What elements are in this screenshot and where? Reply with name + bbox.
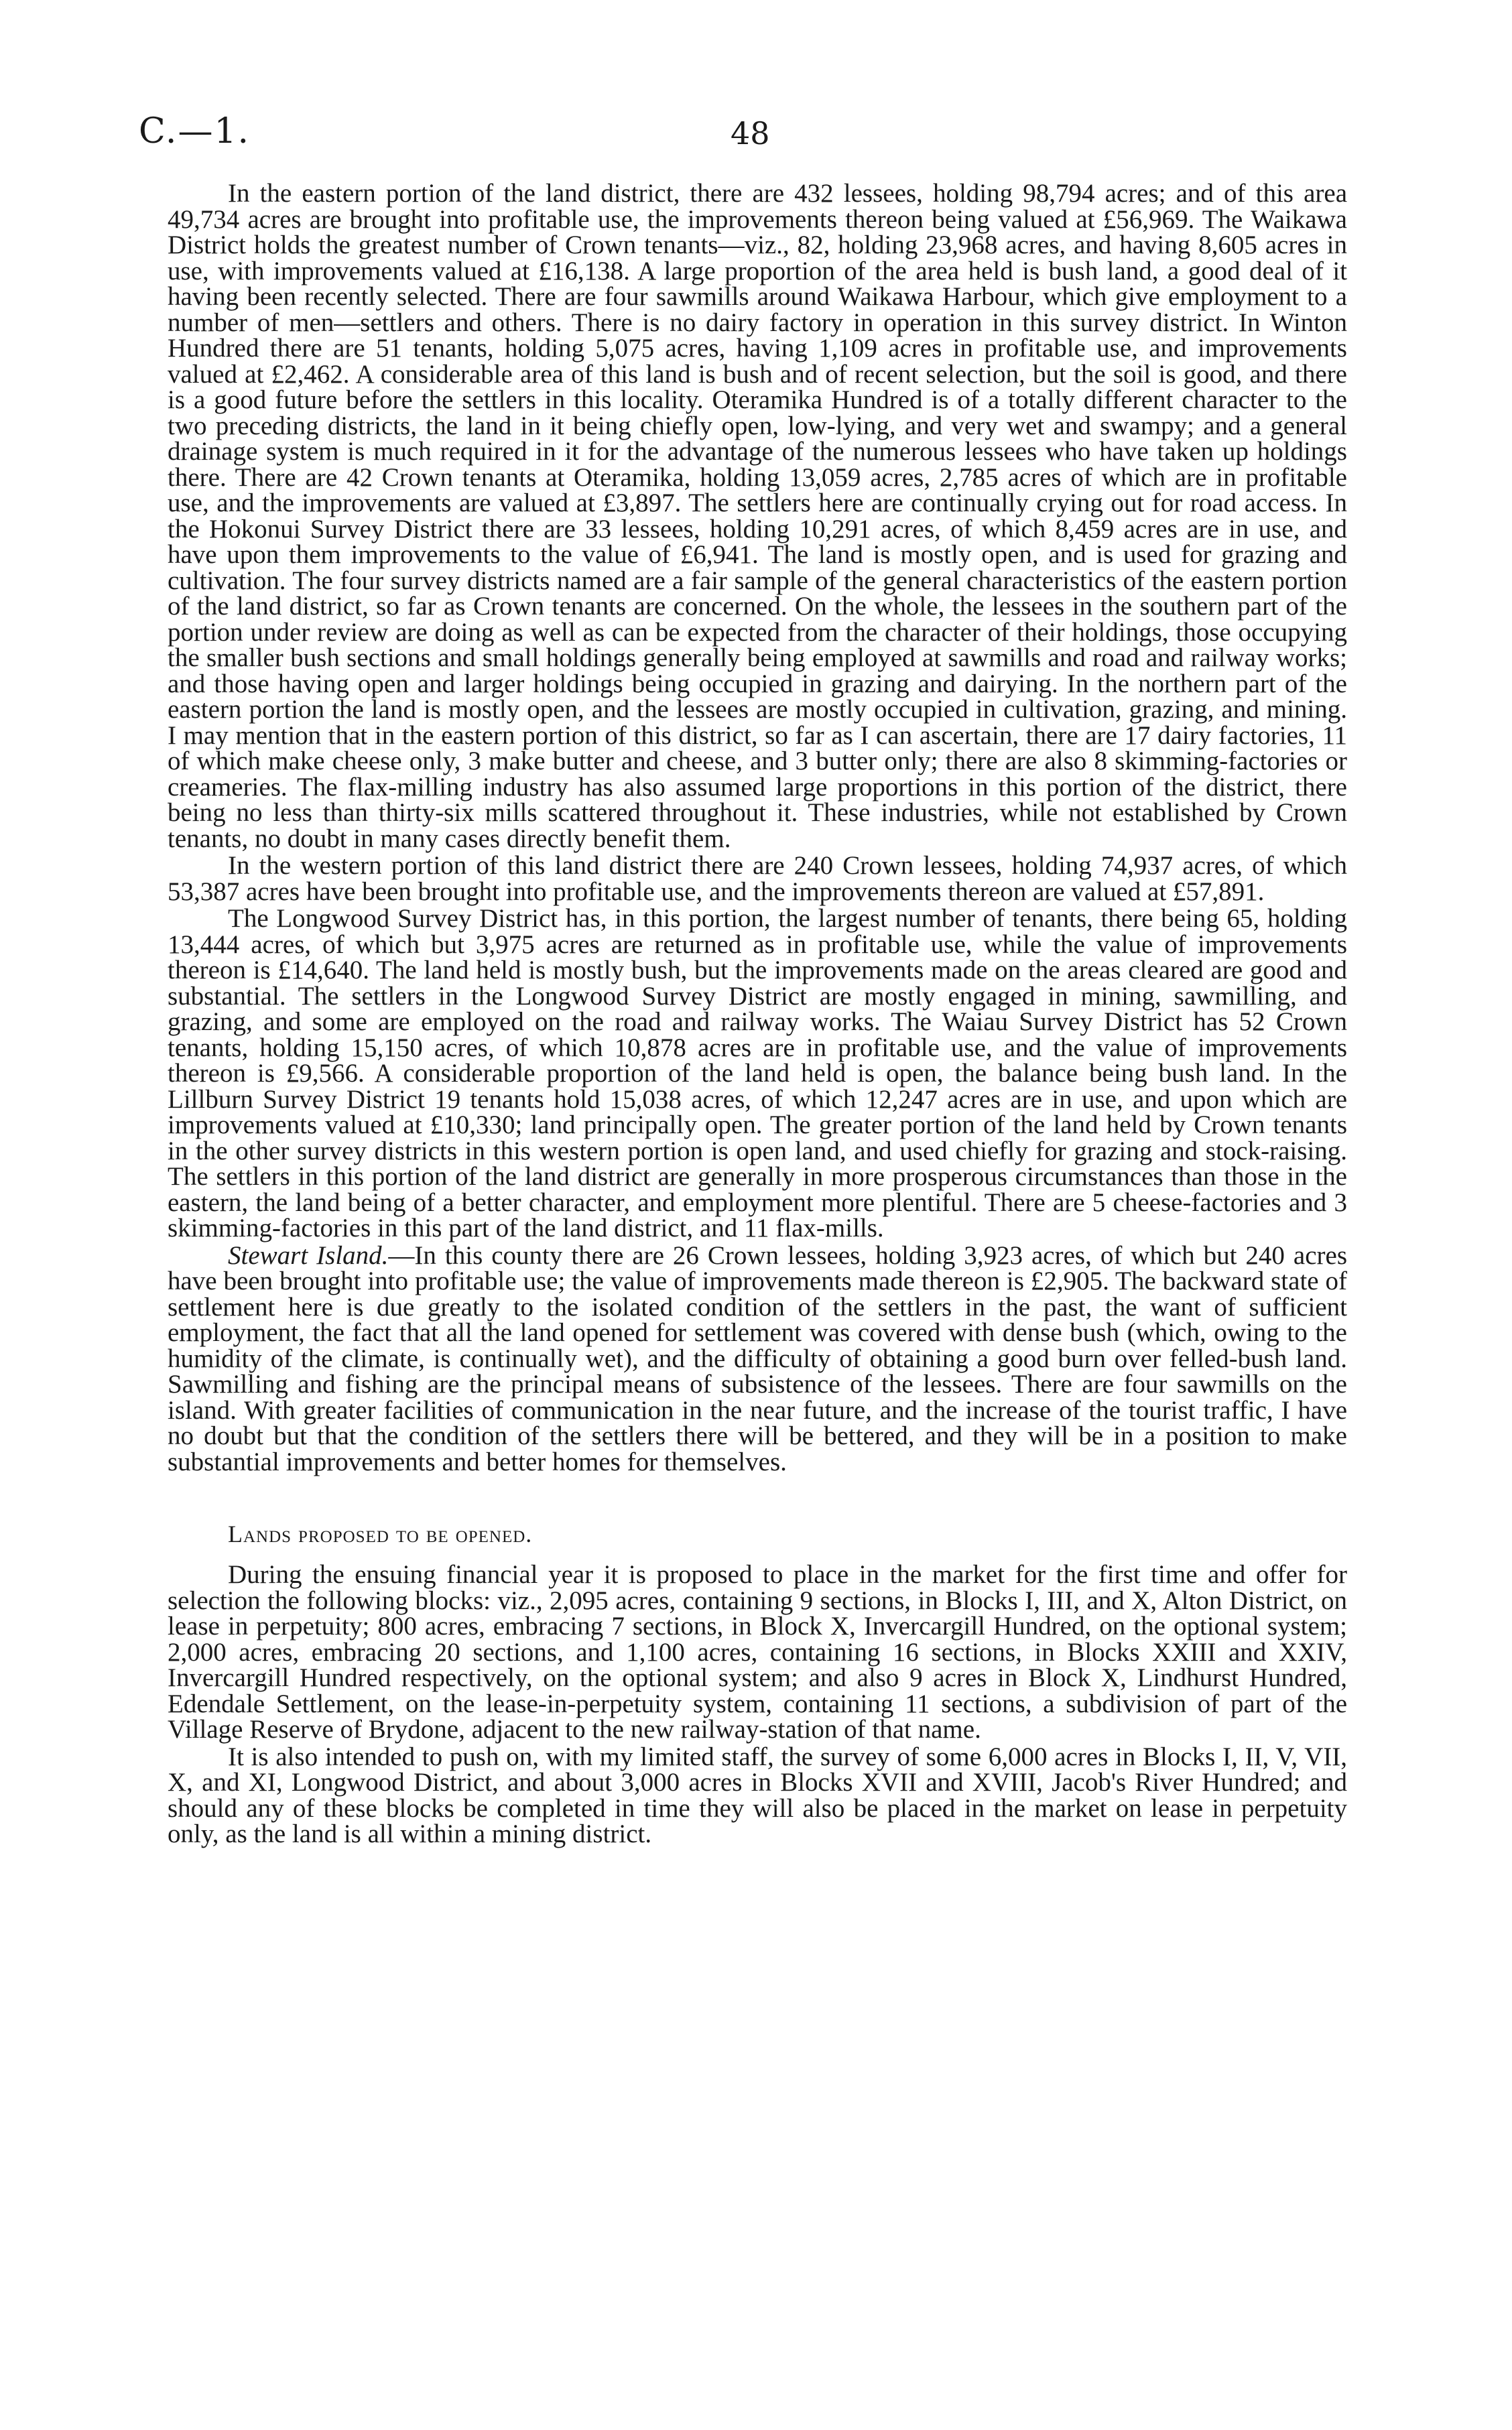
paragraph-survey-plans: It is also intended to push on, with my limited staff, the survey of some 6,000 acres in Blocks I, II, V, VII, X, and XI, Longwood District, and about 3,000 acres in Blocks XVII and XVIII, Jacob's River Hundred; and should any of these blocks be completed in time they will also be placed in the market on lease in perpetuity only, as the land is all within a mining district. [168, 1742, 1347, 1848]
document-reference: C.—1. [139, 111, 251, 151]
stewart-island-text: —In this county there are 26 Crown lessees, holding 3,923 acres, of which but 240 acres have been brought into profitable use; the value of improvements made thereon is £2,905. The backward state of settlement here is due greatly to the isolated condition of the settlers in the past, the want of sufficient employment, the fact that all the land opened for settlement was covered with dense bush (which, owing to the humidity of the climate, is continually wet), and the difficulty of obtaining a good burn over felled-bush land. Sawmilling and fishing are the principal means of subsistence of the lessees. There are four sawmills on the island. With greater facilities of communication in the near future, and the increase of the tourist traffic, I have no doubt but that the condition of the settlers there will be bettered, and they will be in a position to make substantial improvements and better homes for themselves. [168, 1240, 1347, 1476]
page-number: 48 [731, 115, 770, 151]
stewart-island-label: Stewart Island. [228, 1240, 389, 1270]
paragraph-financial-year-blocks: During the ensuing financial year it is proposed to place in the market for the first time and offer for selection the following blocks: viz., 2,095 acres, containing 9 sections, in Blocks I, III, and X, Alton District, on lease in perpetuity; 800 acres, embracing 7 sections, in Block X, Invercargill Hundred, on the optional system; 2,000 acres, embracing 20 sections, and 1,100 acres, containing 16 sections, in Blocks XXIII and XXIV, Invercargill Hundred respectively, on the optional system; and also 9 acres in Block X, Lindhurst Hundred, Edendale Settlement, on the lease-in-perpetuity system, containing 11 sections, a subdivision of part of the Village Reserve of Brydone, adjacent to the new railway-station of that name. [168, 1560, 1347, 1744]
paragraph-longwood-district: The Longwood Survey District has, in this portion, the largest number of tenants, there being 65, holding 13,444 acres, of which but 3,975 acres are returned as in profitable use, while the value of improvements thereon is £14,640. The land held is mostly bush, but the improvements made on the areas cleared are good and substantial. The settlers in the Longwood Survey District are mostly engaged in mining, sawmilling, and grazing, and some are employed on the road and railway works. The Waiau Survey District has 52 Crown tenants, holding 15,150 acres, of which 10,878 acres are in profitable use, and the value of improvements thereon is £9,566. A considerable proportion of the land held is open, the balance being bush land. In the Lillburn Survey District 19 tenants hold 15,038 acres, of which 12,247 acres are in use, and upon which are improvements valued at £10,330; land principally open. The greater portion of the land held by Crown tenants in the other survey districts in this western portion is open land, and used chiefly for grazing and stock-raising. The settlers in this portion of the land district are generally in more prosperous circumstances than those in the eastern, the land being of a better character, and employment more plentiful. There are 5 cheese-factories and 3 skimming-factories in this part of the land district, and 11 flax-mills. [168, 904, 1347, 1242]
paragraph-western-portion: In the western portion of this land district there are 240 Crown lessees, holding 74,937 acres, of which 53,387 acres have been brought into profitable use, and the improvements thereon are valued at £57,891. [168, 851, 1347, 906]
paragraph-eastern-portion: In the eastern portion of the land district, there are 432 lessees, holding 98,794 acres; and of this area 49,734 acres are brought into profitable use, the improvements thereon being valued at £56,969. The Waikawa District holds the greatest number of Crown tenants—viz., 82, holding 23,968 acres, and having 8,605 acres in use, with improvements valued at £16,138. A large proportion of the area held is bush land, a good deal of it having been recently selected. There are four sawmills around Waikawa Harbour, which give employment to a number of men—settlers and others. There is no dairy factory in operation in this survey district. In Winton Hundred there are 51 tenants, holding 5,075 acres, having 1,109 acres in profitable use, and improvements valued at £2,462. A considerable area of this land is bush and of recent selection, but the soil is good, and there is a good future before the settlers in this locality. Oteramika Hundred is of a totally different character to the two preceding districts, the land in it being chiefly open, low-lying, and very wet and swampy; and a general drainage system is much required in it for the advantage of the numerous lessees who have taken up holdings there. There are 42 Crown tenants at Oteramika, holding 13,059 acres, 2,785 acres of which are in profitable use, and the improvements are valued at £3,897. The settlers here are continually crying out for road access. In the Hokonui Survey District there are 33 lessees, holding 10,291 acres, of which 8,459 acres are in use, and have upon them improvements to the value of £6,941. The land is mostly open, and is used for grazing and cultivation. The four survey districts named are a fair sample of the general characteristics of the eastern portion of the land district, so far as Crown tenants are concerned. On the whole, the lessees in the southern part of the portion under review are doing as well as can be expected from the character of their holdings, those occupying the smaller bush sections and small holdings generally being employed at sawmills and road and railway works; and those having open and larger holdings being occupied in grazing and dairying. In the northern part of the eastern portion the land is mostly open, and the lessees are mostly occupied in cultivation, grazing, and mining. I may mention that in the eastern portion of this district, so far as I can ascertain, there are 17 dairy factories, 11 of which make cheese only, 3 make butter and cheese, and 3 butter only; there are also 8 skimming-factories or creameries. The flax-milling industry has also assumed large proportions in this portion of the district, there being no less than thirty-six mills scattered throughout it. These industries, while not established by Crown tenants, no doubt in many cases directly benefit them. [168, 179, 1347, 853]
paragraph-stewart-island [168, 1240, 1347, 1476]
body-text [168, 181, 1347, 1848]
section-heading-lands-proposed: Lands proposed to be opened. [228, 1521, 533, 1547]
